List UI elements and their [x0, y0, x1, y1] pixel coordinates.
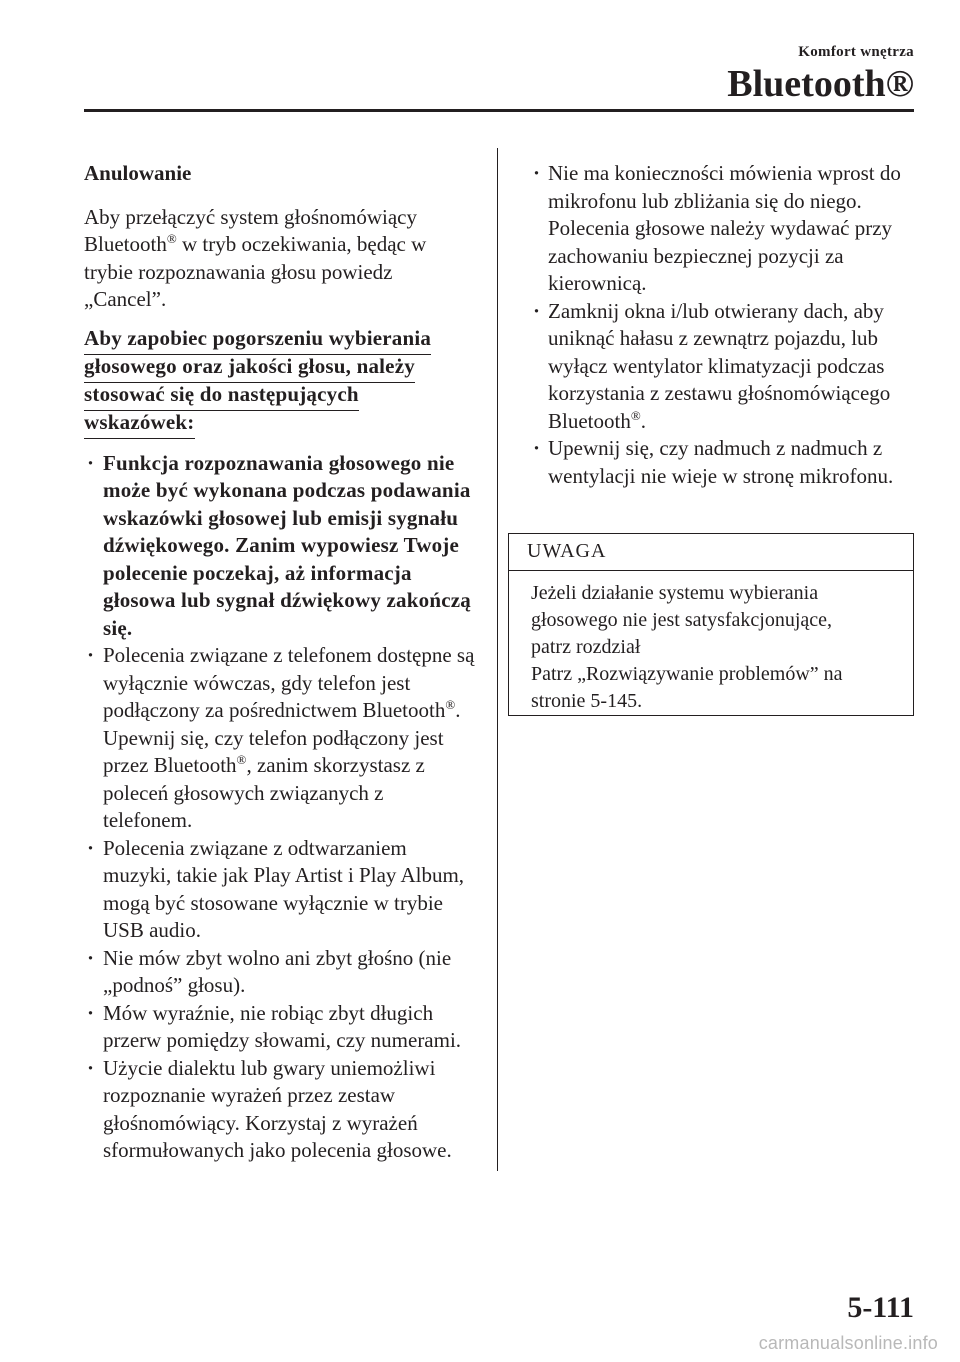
list-item: · Funkcja rozpoznawania głosowego nie może być wykonana podczas podawania wskazówki głosowej lub emisji sygnału dźwiękowego. Zanim wypowiesz Twoje polecenie poczekaj, aż informacja głosowa lub sygnał dźwiękowy zakończą się.	[84, 450, 476, 643]
tips-list-right	[530, 160, 918, 490]
page-number: 5-111	[847, 1291, 914, 1324]
watermark: carmanualsonline.info	[758, 1333, 938, 1353]
cancel-paragraph	[84, 204, 476, 314]
column-divider	[497, 148, 498, 1171]
note-box	[508, 533, 914, 716]
note-title: UWAGA	[509, 534, 913, 571]
bullet-text: Polecenia związane z telefonem dostępne są wyłącznie wówczas, gdy telefon jest podłączony za pośrednictwem Bluetooth	[103, 643, 475, 722]
note-line: głosowego nie jest satysfakcjonujące,	[531, 609, 833, 631]
tips-heading-line-1: Aby zapobiec pogorszeniu wybierania	[84, 326, 431, 355]
registered-mark: ®	[166, 231, 177, 246]
bullet-text: Zamknij okna i/lub otwierany dach, aby uniknąć hałasu z zewnątrz pojazdu, lub wyłącz wentylator klimatyzacji podczas korzystania z zestawu głośnomówiącego Bluetooth	[548, 298, 891, 433]
tips-heading-line-4: wskazówek:	[84, 410, 195, 439]
tips-heading-line-2: głosowego oraz jakości głosu, należy	[84, 354, 415, 383]
note-line: Patrz „Rozwiązywanie problemów” na	[531, 663, 843, 685]
list-item	[84, 642, 476, 835]
bullet-text: . Upewnij się, czy telefon podłączony jest przez Bluetooth	[103, 698, 461, 777]
right-column	[530, 160, 918, 490]
bullet-text: .	[640, 408, 646, 433]
section-label: Komfort wnętrza	[798, 44, 914, 60]
registered-mark: ®	[445, 697, 456, 712]
header-rule	[84, 109, 914, 112]
registered-mark: ®	[236, 752, 247, 767]
note-body	[509, 571, 913, 715]
list-item: · Użycie dialektu lub gwary uniemożliwi rozpoznanie wyrażeń przez zestaw głośnomówiący. Korzystaj z wyrażeń sformułowanych jako polecenia głosowe.	[84, 1055, 476, 1165]
intro-text-1: Aby przełączyć system głośnomówiący Bluetooth	[84, 204, 417, 256]
tips-heading-line-3: stosować się do następujących	[84, 382, 359, 411]
tips-heading	[84, 324, 476, 436]
tips-list-left	[84, 450, 476, 1165]
page-title: Bluetooth®	[727, 63, 914, 105]
left-column	[84, 160, 476, 1165]
note-line: Jeżeli działanie systemu wybierania	[531, 582, 819, 604]
note-line: patrz rozdział	[531, 636, 641, 658]
list-item: · Polecenia związane z odtwarzaniem muzyki, takie jak Play Artist i Play Album, mogą być stosowane wyłącznie w trybie USB audio.	[84, 835, 476, 945]
list-item: · Upewnij się, czy nadmuch z nadmuch z wentylacji nie wieje w stronę mikrofonu.	[530, 435, 918, 490]
list-item: · Nie mów zbyt wolno ani zbyt głośno (nie „podnoś” głosu).	[84, 945, 476, 1000]
cancel-heading: Anulowanie	[84, 161, 192, 185]
list-item: · Nie ma konieczności mówienia wprost do mikrofonu lub zbliżania się do niego. Polecenia głosowe należy wydawać przy zachowaniu bezpiecznej pozycji za kierownicą.	[530, 160, 918, 298]
list-item: · Mów wyraźnie, nie robiąc zbyt długich przerw pomiędzy słowami, czy numerami.	[84, 1000, 476, 1055]
bullet-text: , zanim skorzystasz z poleceń głosowych związanych z telefonem.	[103, 753, 425, 832]
note-line: stronie 5-145.	[531, 690, 643, 712]
intro-text-2: w tryb oczekiwania, będąc w trybie rozpoznawania głosu powiedz „Cancel”.	[84, 232, 427, 311]
registered-mark: ®	[630, 407, 641, 423]
list-item	[530, 298, 918, 436]
